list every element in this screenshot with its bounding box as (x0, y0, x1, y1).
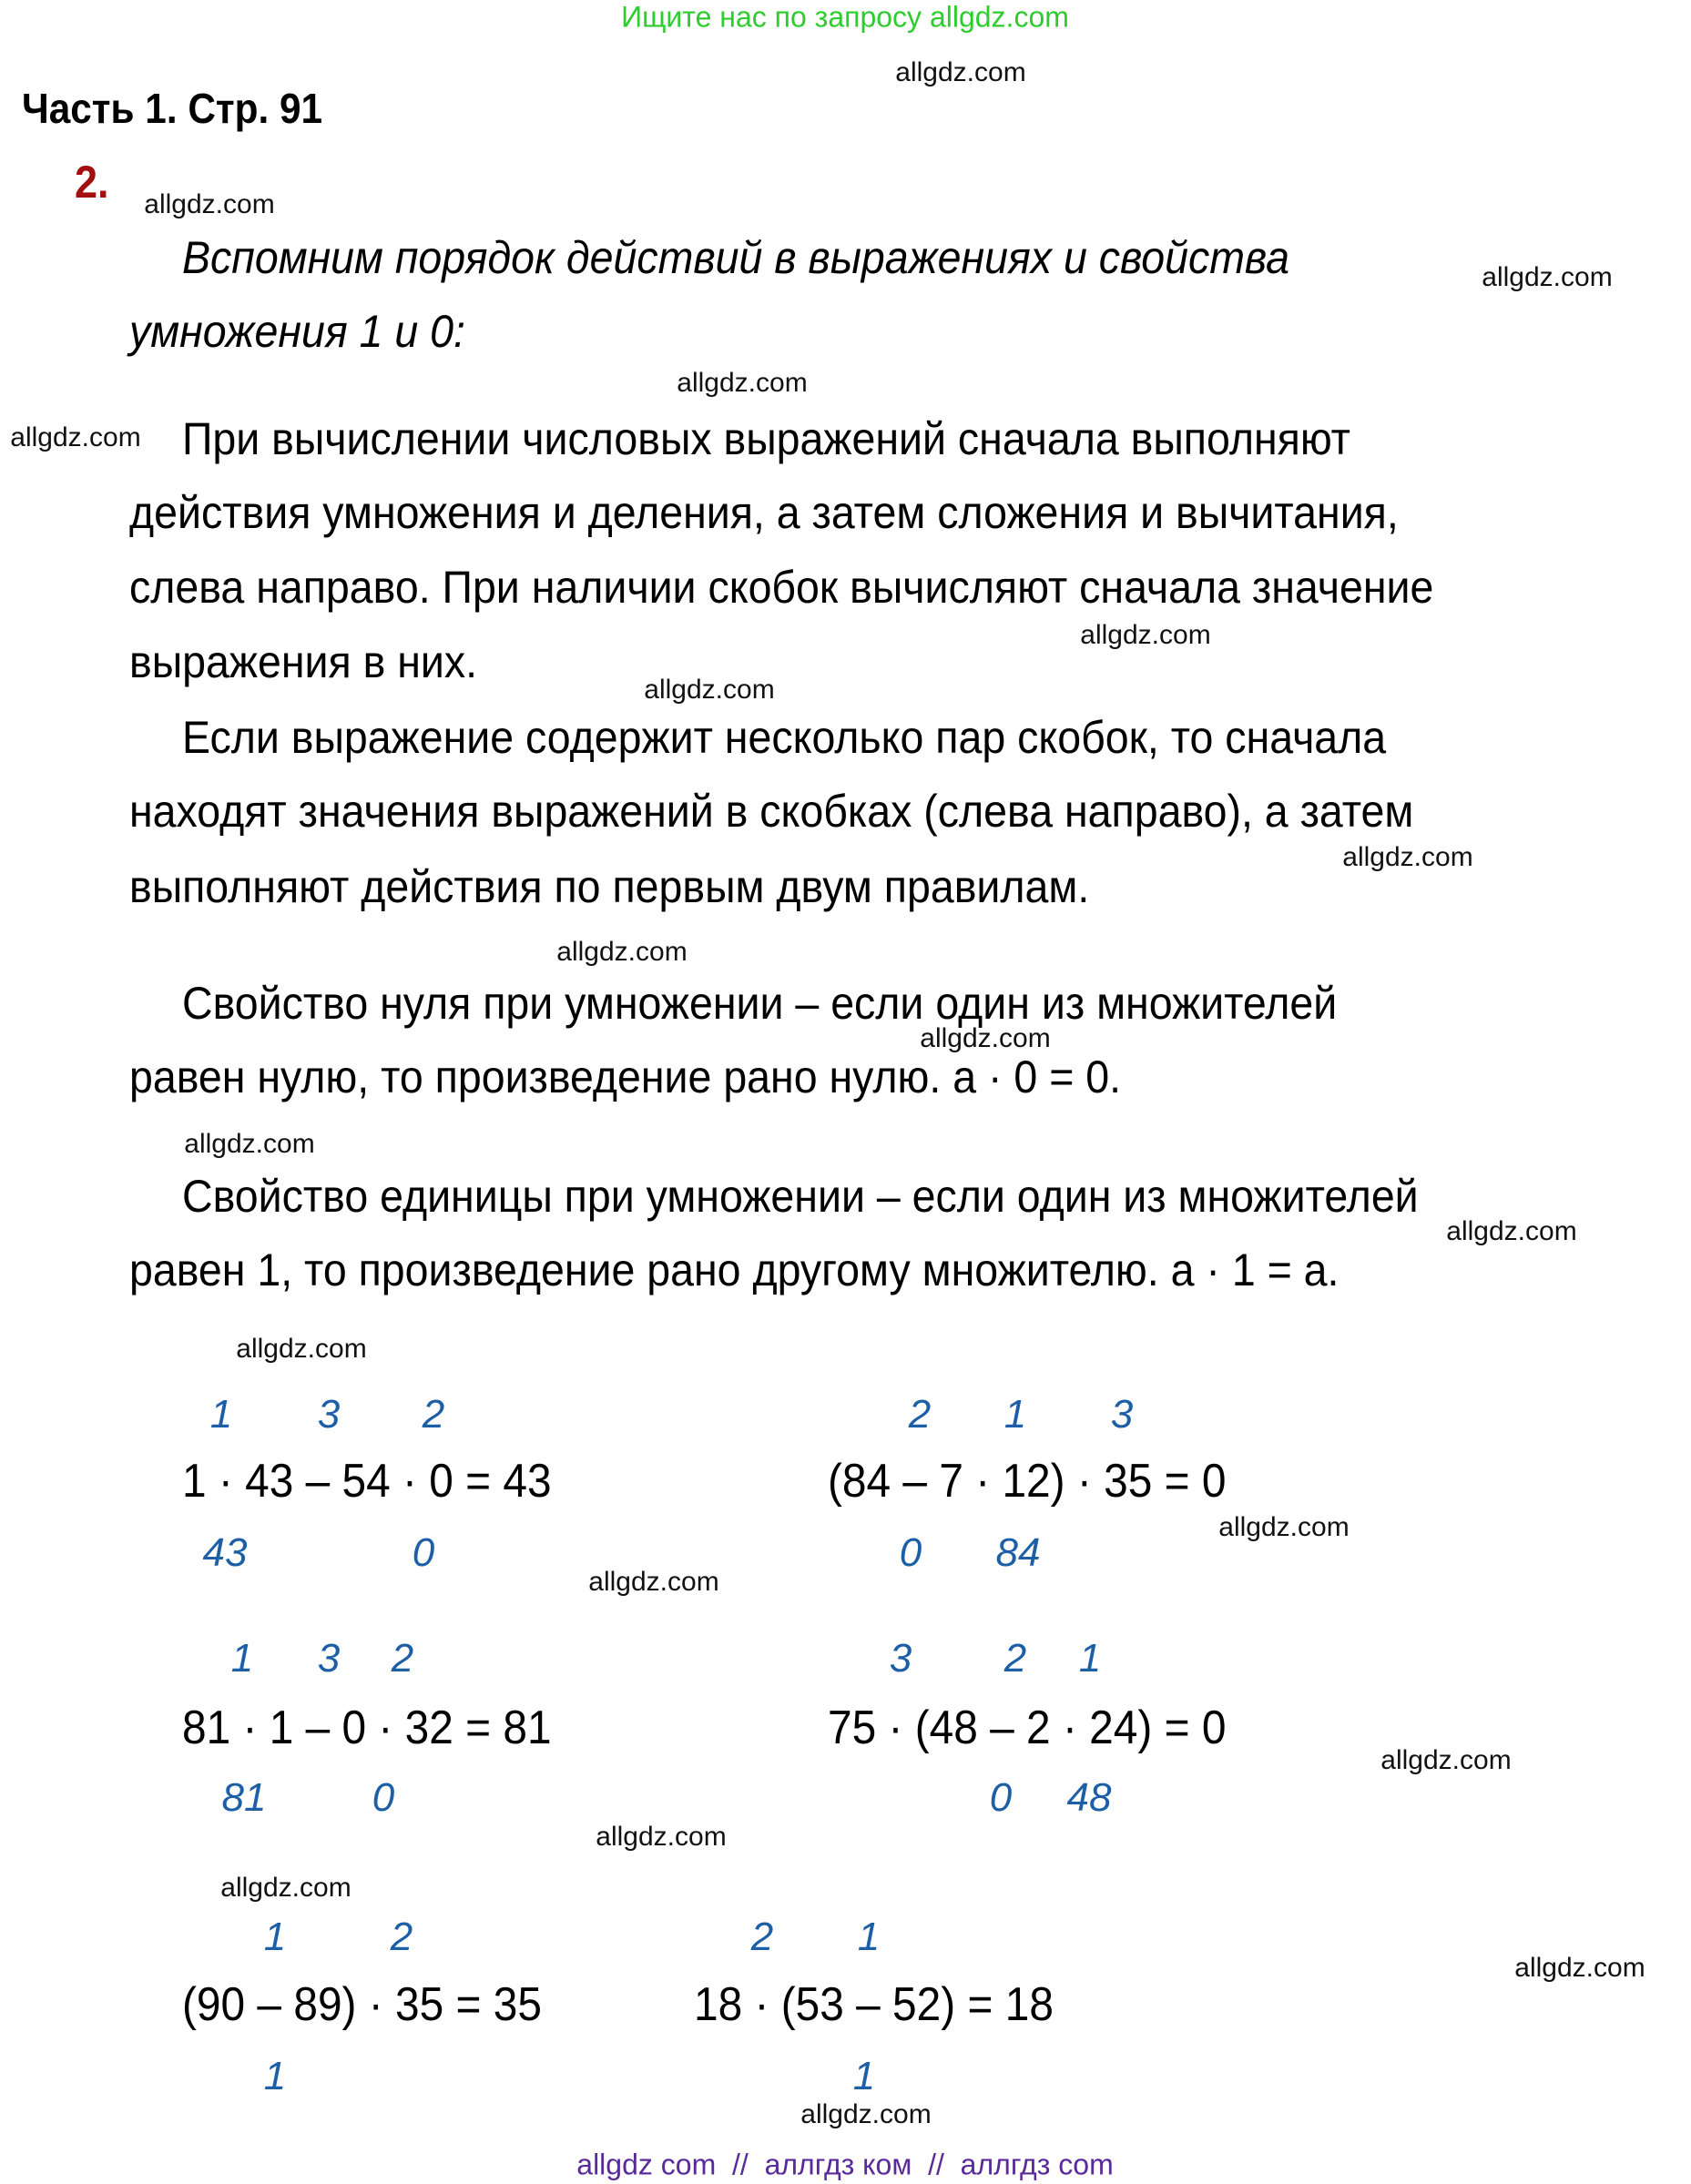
order-mark: 2 (390, 1915, 413, 1959)
intro-line: умножения 1 и 0: (129, 306, 465, 357)
watermark: allgdz.com (1446, 1216, 1577, 1246)
rule-line: Если выражение содержит несколько пар скобок, то сначала (182, 712, 1387, 763)
watermark: allgdz.com (556, 937, 688, 967)
watermark: allgdz.com (677, 368, 808, 398)
watermark: allgdz.com (895, 57, 1026, 87)
watermark: allgdz.com (1482, 262, 1613, 292)
order-mark: 1 (230, 1636, 254, 1681)
order-mark: 1 (1003, 1392, 1027, 1437)
intermediate-result: 84 (995, 1530, 1041, 1575)
zero-property-line: Свойство нуля при умножении – если один из множителей (182, 978, 1338, 1029)
top-banner-link[interactable]: Ищите нас по запросу allgdz.com (621, 0, 1069, 34)
rule-line: находят значения выражений в скобках (слева направо), а затем (129, 786, 1414, 837)
watermark: allgdz.com (1380, 1745, 1512, 1775)
zero-property-line: равен нулю, то произведение рано нулю. а · 0 = 0. (129, 1051, 1122, 1102)
footer-links[interactable]: allgdz com // аллгдз ком // аллгдз com (576, 2148, 1114, 2181)
expression: 1 · 43 – 54 · 0 = 43 (182, 1455, 552, 1508)
order-mark: 1 (263, 1915, 287, 1959)
one-property-line: Свойство единицы при умножении – если один из множителей (182, 1171, 1419, 1222)
intermediate-result: 0 (899, 1530, 922, 1575)
expression: (84 – 7 · 12) · 35 = 0 (828, 1455, 1227, 1508)
intermediate-result: 81 (221, 1775, 267, 1820)
intermediate-result: 1 (263, 2054, 287, 2098)
order-mark: 2 (908, 1392, 932, 1437)
watermark: allgdz.com (800, 2099, 932, 2129)
watermark: allgdz.com (1080, 620, 1211, 650)
watermark: allgdz.com (10, 422, 141, 452)
order-mark: 3 (1110, 1392, 1134, 1437)
intermediate-result: 1 (852, 2054, 876, 2098)
intermediate-result: 0 (372, 1775, 395, 1820)
order-mark: 1 (1078, 1636, 1102, 1681)
watermark: allgdz.com (920, 1023, 1051, 1053)
watermark: allgdz.com (220, 1873, 351, 1903)
rule-line: слева направо. При наличии скобок вычисляют сначала значение (129, 562, 1434, 613)
order-mark: 2 (1003, 1636, 1027, 1681)
watermark: allgdz.com (236, 1334, 367, 1364)
intermediate-result: 0 (989, 1775, 1013, 1820)
intermediate-result: 0 (412, 1530, 435, 1575)
order-mark: 3 (889, 1636, 912, 1681)
watermark: allgdz.com (644, 675, 775, 705)
watermark: allgdz.com (184, 1129, 315, 1159)
page-title: Часть 1. Стр. 91 (22, 85, 323, 132)
one-property-line: равен 1, то произведение рано другому множителю. а · 1 = а. (129, 1244, 1340, 1295)
watermark: allgdz.com (1218, 1512, 1350, 1542)
rule-line: При вычислении числовых выражений сначала выполняют (182, 413, 1350, 464)
watermark: allgdz.com (144, 189, 275, 219)
order-mark: 2 (750, 1915, 774, 1959)
expression: (90 – 89) · 35 = 35 (182, 1978, 542, 2031)
intermediate-result: 48 (1066, 1775, 1112, 1820)
order-mark: 1 (857, 1915, 881, 1959)
watermark: allgdz.com (1514, 1953, 1645, 1983)
rule-line: выполняют действия по первым двум правилам. (129, 861, 1090, 912)
watermark: allgdz.com (596, 1822, 727, 1852)
expression: 18 · (53 – 52) = 18 (694, 1978, 1054, 2031)
expression: 75 · (48 – 2 · 24) = 0 (828, 1701, 1227, 1754)
intermediate-result: 43 (202, 1530, 248, 1575)
rule-line: выражения в них. (129, 636, 478, 687)
expression: 81 · 1 – 0 · 32 = 81 (182, 1701, 552, 1754)
rule-line: действия умножения и деления, а затем сложения и вычитания, (129, 487, 1399, 538)
order-mark: 1 (209, 1392, 233, 1437)
order-mark: 2 (422, 1392, 445, 1437)
intro-line: Вспомним порядок действий в выражениях и свойства (182, 232, 1290, 283)
order-mark: 2 (391, 1636, 414, 1681)
order-mark: 3 (317, 1636, 341, 1681)
watermark: allgdz.com (1342, 842, 1473, 872)
watermark: allgdz.com (588, 1567, 719, 1597)
order-mark: 3 (317, 1392, 341, 1437)
task-number: 2. (75, 157, 109, 208)
